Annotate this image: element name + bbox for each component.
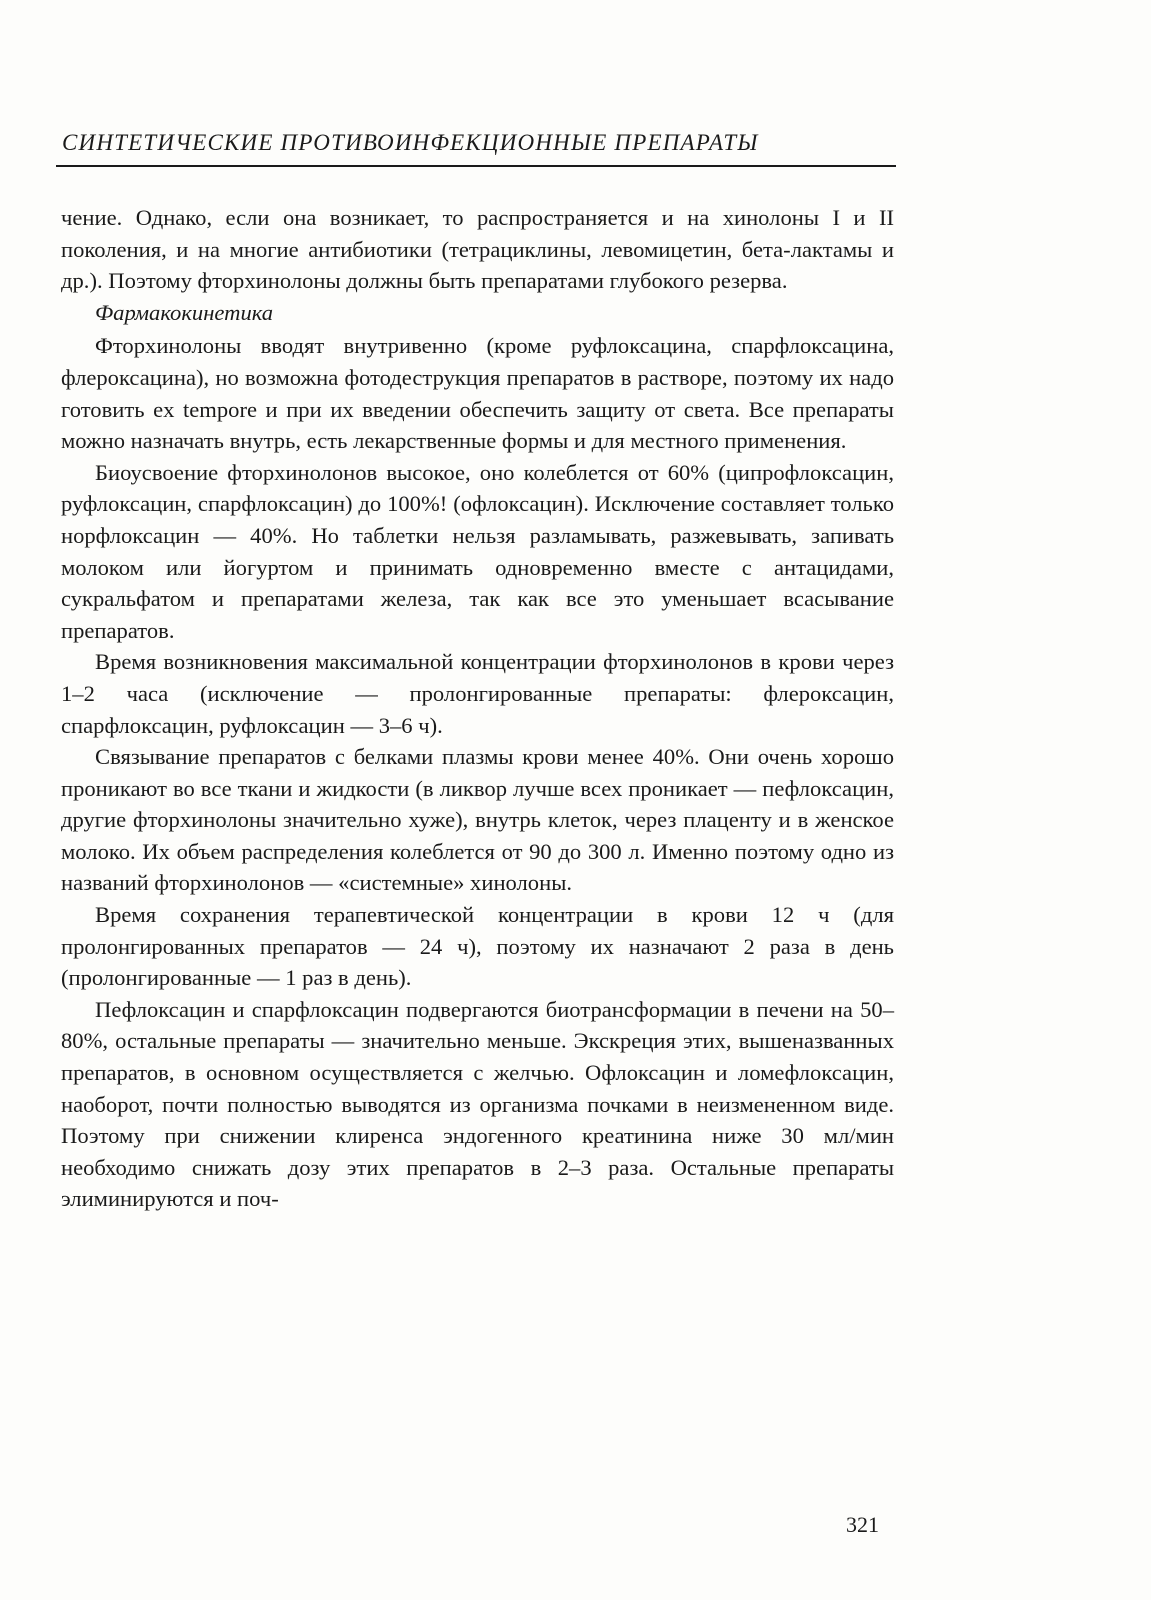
paragraph: Фторхинолоны вводят внутривенно (кроме руфлоксацина, спарфлоксацина, флероксацина), но возможна фотодеструкция препаратов в растворе, поэтому их надо готовить ex tempore и при их введении обеспечить защиту от света. Все препараты можно назначать внутрь, есть лекарственные формы и для местного применения. (61, 333, 894, 454)
header-rule (56, 165, 896, 167)
page-number: 321 (846, 1512, 879, 1537)
paragraph: Биоусвоение фторхинолонов высокое, оно колеблется от 60% (ципрофлоксацин, руфлоксацин, спарфлоксацин) до 100%! (офлоксацин). Исключение составляет только норфлоксацин — 40%. Но таблетки нельзя разламывать, разжевывать, запивать молоком или йогуртом и принимать одновременно вместе с антацидами, сукральфатом и препаратами железа, так как все это уменьшает всасывание препаратов. (61, 459, 894, 643)
paragraph: Время возникновения максимальной концентрации фторхинолонов в крови через 1–2 часа (исключение — пролонгированные препараты: флероксацин, спарфлоксацин, руфлоксацин — 3–6 ч). (61, 649, 894, 738)
running-header: СИНТЕТИЧЕСКИЕ ПРОТИВОИНФЕКЦИОННЫЕ ПРЕПАРАТЫ (62, 130, 759, 155)
body-text (61, 202, 894, 1215)
section-subheading: Фармакокинетика (95, 299, 274, 325)
paragraph: Время сохранения терапевтической концентрации в крови 12 ч (для пролонгированных препаратов — 24 ч), поэтому их назначают 2 раза в день (пролонгированные — 1 раз в день). (61, 902, 894, 991)
paragraph: чение. Однако, если она возникает, то распространяется и на хинолоны I и II поколения, и на многие антибиотики (тетрациклины, левомицетин, бета-лактамы и др.). Поэтому фторхинолоны должны быть препаратами глубокого резерва. (61, 205, 894, 294)
paragraph: Связывание препаратов с белками плазмы крови менее 40%. Они очень хорошо проникают во все ткани и жидкости (в ликвор лучше всех проникает — пефлоксацин, другие фторхинолоны значительно хуже), внутрь клеток, через плаценту и в женское молоко. Их объем распределения колеблется от 90 до 300 л. Именно поэтому одно из названий фторхинолонов — «системные» хинолоны. (61, 744, 894, 896)
paragraph: Пефлоксацин и спарфлоксацин подвергаются биотрансформации в печени на 50–80%, остальные препараты — значительно меньше. Экскреция этих, вышеназванных препаратов, в основном осуществляется с желчью. Офлоксацин и ломефлоксацин, наоборот, почти полностью выводятся из организма почками в неизмененном виде. Поэтому при снижении клиренса эндогенного креатинина ниже 30 мл/мин необходимо снижать дозу этих препаратов в 2–3 раза. Остальные препараты элиминируются и поч- (61, 996, 894, 1212)
